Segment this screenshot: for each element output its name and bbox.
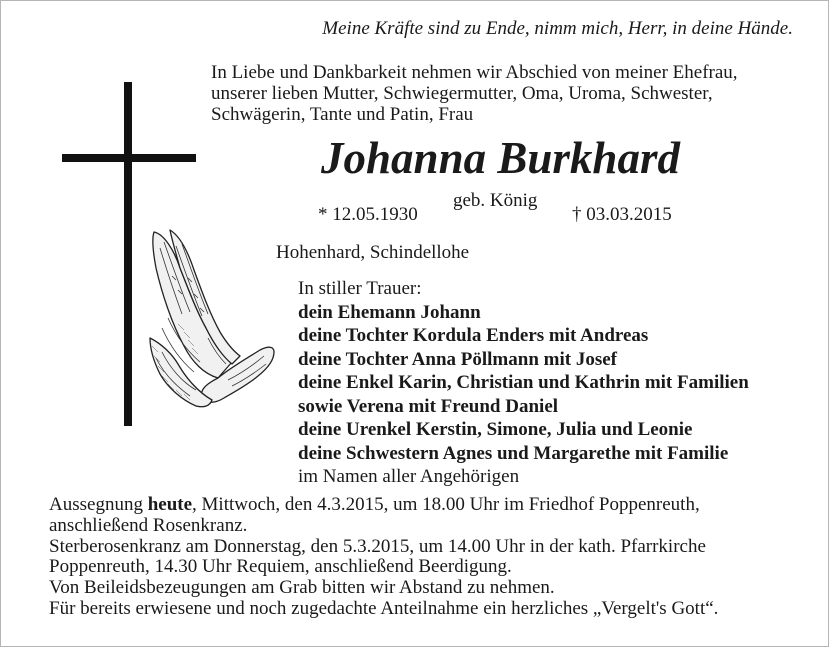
footer-emphasis: heute [147, 494, 193, 515]
deceased-name: Johanna Burkhard [321, 133, 680, 183]
birth-date: * 12.05.1930 [318, 204, 418, 225]
mourners-closing: im Namen aller Angehörigen [298, 466, 520, 487]
maiden-name: geb. König [453, 190, 538, 211]
mourner-line: deine Schwestern Agnes und Margarethe mit Familie [298, 442, 729, 464]
mourner-line: deine Enkel Karin, Christian und Kathrin mit Familien [298, 372, 749, 393]
footer-text: Aussegnung [49, 494, 148, 515]
service-details [49, 495, 718, 620]
mourner-line: dein Ehemann Johann [298, 301, 481, 323]
praying-hands-icon [148, 228, 276, 410]
motto: Meine Kräfte sind zu Ende, nimm mich, Herr, in deine Hände. [322, 18, 793, 39]
intro-text [211, 62, 738, 125]
footer-line: Von Beileidsbezeugungen am Grab bitten wir Abstand zu nehmen. [49, 577, 555, 599]
residence: Hohenhard, Schindellohe [276, 242, 470, 263]
death-date: † 03.03.2015 [572, 204, 672, 225]
mourner-line: sowie Verena mit Freund Daniel [298, 395, 559, 417]
intro-line: unserer lieben Mutter, Schwiegermutter, Oma, Uroma, Schwester, [211, 83, 713, 104]
footer-line: Poppenreuth, 14.30 Uhr Requiem, anschließend Beerdigung. [49, 556, 512, 578]
footer-line: anschließend Rosenkranz. [49, 514, 248, 536]
mourners-heading: In stiller Trauer: [298, 278, 422, 299]
mourner-line: deine Tochter Anna Pöllmann mit Josef [298, 348, 617, 370]
mourner-line: deine Urenkel Kerstin, Simone, Julia und Leonie [298, 419, 693, 440]
mourners-list [298, 277, 749, 489]
intro-line: In Liebe und Dankbarkeit nehmen wir Abschied von meiner Ehefrau, [211, 62, 738, 83]
mourner-line: deine Tochter Kordula Enders mit Andreas [298, 325, 649, 346]
footer-line: Für bereits erwiesene und noch zugedachte Anteilnahme ein herzliches „Vergelt's Gott“. [49, 597, 719, 619]
intro-line: Schwägerin, Tante und Patin, Frau [211, 104, 474, 125]
footer-text: , Mittwoch, den 4.3.2015, um 18.00 Uhr im Friedhof Poppenreuth, [192, 494, 700, 515]
footer-line [49, 495, 718, 516]
footer-line: Sterberosenkranz am Donnerstag, den 5.3.2015, um 14.00 Uhr in der kath. Pfarrkirche [49, 535, 706, 557]
